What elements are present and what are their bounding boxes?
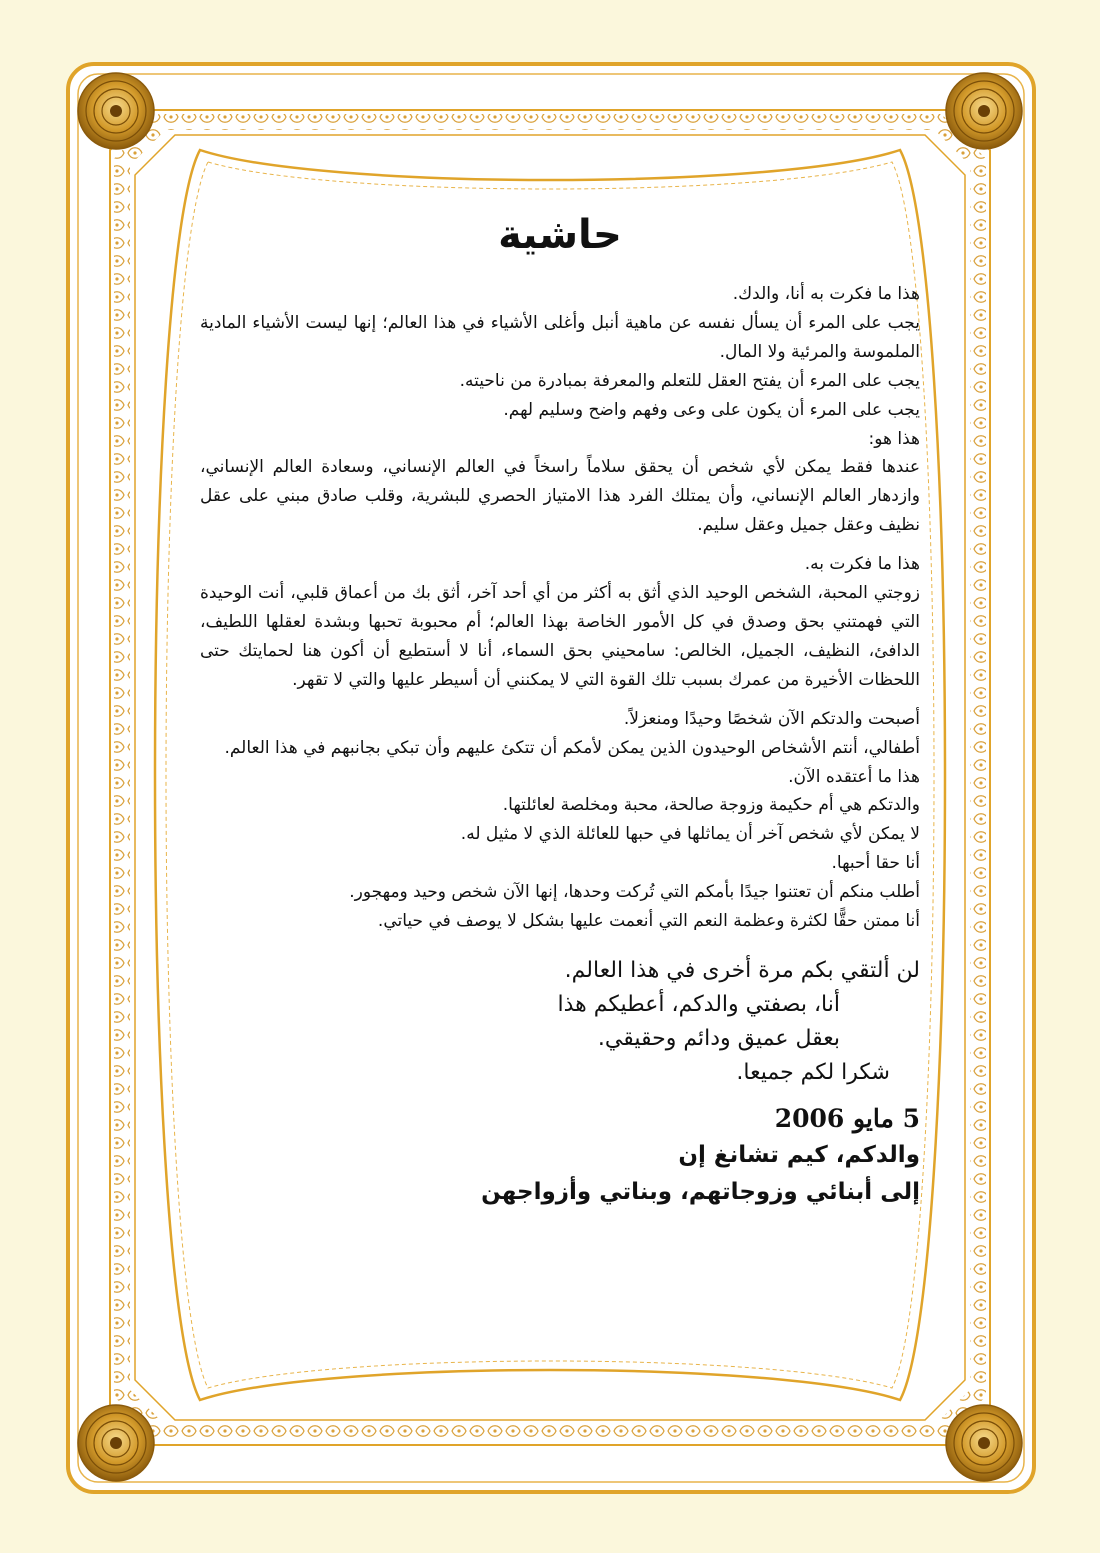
letter-content xyxy=(200,190,920,1211)
signature-block xyxy=(200,1100,920,1211)
corner-medallion-icon xyxy=(946,73,1022,149)
corner-medallion-icon xyxy=(78,73,154,149)
closing-line: بعقل عميق ودائم وحقيقي. xyxy=(597,1025,840,1051)
text-line: أطفالي، أنتم الأشخاص الوحيدون الذين يمكن لأمكم أن تتكئ عليهم وأن تبكي بجانبهم في هذا العالم. xyxy=(224,737,920,758)
closing-lines xyxy=(200,954,920,1090)
text-line: هذا ما أعتقده الآن. xyxy=(788,766,920,787)
text-line: زوجتي المحبة، الشخص الوحيد الذي أثق به أكثر من أي أحد آخر، أثق بك من أعماق قلبي، أنت الوحيدة التي فهمتني بحق وصدق في كل الأمور الخاصة بهذا العالم؛ أم محبوبة تحبها وبشدة لعقلها اللطيف، الدافئ، النظيف، الجميل، الخالص: سامحيني بحق السماء، أنا لا أستطيع أن أكون هنا لحمايتك حتى اللحظات الأخيرة من عمرك بسبب تلك القوة التي لا يمكنني أن أسيطر عليها والتي لا تقهر. xyxy=(200,583,920,690)
corner-medallion-icon xyxy=(946,1405,1022,1481)
text-line: هذا ما فكرت به. xyxy=(804,554,920,575)
text-line: يجب على المرء أن يكون على وعى وفهم واضح وسليم لهم. xyxy=(503,399,920,420)
text-line: يجب على المرء أن يفتح العقل للتعلم والمعرفة بمبادرة من ناحيته. xyxy=(459,370,920,391)
text-line: هذا هو: xyxy=(868,428,920,449)
closing-line: لن ألتقي بكم مرة أخرى في هذا العالم. xyxy=(564,957,920,983)
signature-date: 5 مايو 2006 xyxy=(774,1103,920,1133)
closing-line: أنا، بصفتي والدكم، أعطيكم هذا xyxy=(557,991,840,1017)
corner-medallion-icon xyxy=(78,1405,154,1481)
text-line: أطلب منكم أن تعتنوا جيدًا بأمكم التي تُركت وحدها، إنها الآن شخص وحيد ومهجور. xyxy=(349,882,920,903)
closing-line: شكرا لكم جميعا. xyxy=(736,1059,890,1085)
paragraph-2 xyxy=(200,550,920,695)
signature-recipients: إلى أبنائي وزوجاتهم، وبناتي وأزواجهن xyxy=(481,1178,920,1205)
paragraph-1 xyxy=(200,280,920,540)
text-line: أنا حقا أحبها. xyxy=(831,853,920,874)
paragraph-3 xyxy=(200,705,920,936)
text-line: هذا ما فكرت به أنا، والدك. xyxy=(732,284,920,304)
text-line: والدتكم هي أم حكيمة وزوجة صالحة، محبة ومخلصة لعائلتها. xyxy=(502,795,920,816)
signature-name: والدكم، كيم تشانغ إن xyxy=(678,1141,920,1168)
text-line: عندها فقط يمكن لأي شخص أن يحقق سلاماً راسخاً في العالم الإنساني، وسعادة العالم الإنساني، وازدهار العالم الإنساني، وأن يمتلك الفرد هذا الامتياز الحصري للبشرية، وقلب صادق مبني على عقل نظيف وعقل جميل وعقل سليم. xyxy=(200,457,920,536)
page-title: حاشية xyxy=(498,212,622,258)
text-line: لا يمكن لأي شخص آخر أن يماثلها في حبها للعائلة الذي لا مثيل له. xyxy=(460,824,920,845)
text-line: أنا ممتن حقًّا لكثرة وعظمة النعم التي أنعمت عليها بشكل لا يوصف في حياتي. xyxy=(377,911,920,932)
text-line: أصبحت والدتكم الآن شخصًا وحيدًا ومنعزلاً. xyxy=(623,708,920,729)
text-line: يجب على المرء أن يسأل نفسه عن ماهية أنبل وأغلى الأشياء في هذا العالم؛ إنها ليست الأشياء المادية الملموسة والمرئية ولا المال. xyxy=(200,312,920,362)
